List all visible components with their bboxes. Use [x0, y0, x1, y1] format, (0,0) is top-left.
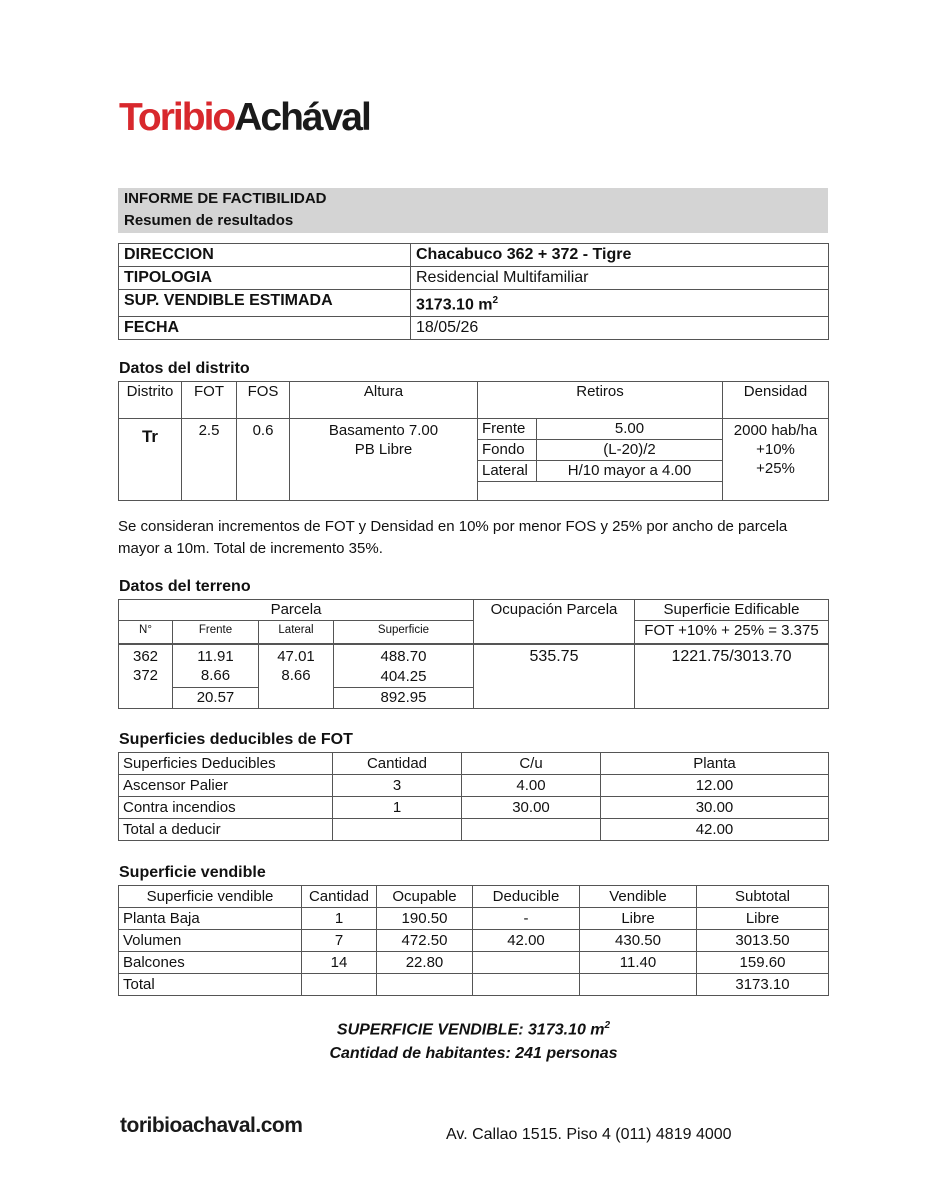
deductible-row [119, 775, 829, 797]
deductible-header-row [119, 753, 829, 775]
cell [473, 952, 580, 974]
frente-cell [173, 644, 259, 688]
summary-label: TIPOLOGIA [119, 267, 411, 290]
deductible-table [118, 752, 829, 841]
sellable-row [119, 952, 829, 974]
header-cell: Superficies Deducibles [119, 753, 333, 775]
header-cell: FOT [182, 382, 237, 419]
terrain-header-row [119, 600, 829, 621]
ocupacion-value: 535.75 [474, 644, 635, 709]
footer-address: Av. Callao 1515. Piso 4 (011) 4819 4000 [446, 1126, 732, 1143]
deductible-section-title: Superficies deducibles de FOT [119, 731, 353, 748]
superficie-total: SUPERFICIE VENDIBLE: 3173.10 m [336, 1021, 605, 1039]
deductible-total-row [119, 819, 829, 841]
report-subtitle: Resumen de resultados [124, 212, 294, 229]
totals-block [118, 1014, 829, 1066]
summary-value: Chacabuco 362 + 372 - Tigre [411, 244, 829, 267]
cell [473, 974, 580, 996]
subheader-cell: Lateral [259, 621, 334, 645]
altura-line: Basamento 7.00 [328, 422, 439, 439]
summary-value-cell [411, 290, 829, 317]
cell: 430.50 [580, 930, 697, 952]
cell: 1 [302, 908, 377, 930]
densidad-line: 2000 hab/ha [733, 422, 818, 439]
retiros-cell [478, 419, 723, 501]
header-cell: Deducible [473, 886, 580, 908]
densidad-line: +25% [756, 460, 795, 477]
lateral-value: 47.01 [277, 648, 315, 665]
sellable-total-row [119, 974, 829, 996]
district-section-title: Datos del distrito [119, 360, 250, 377]
terrain-table [118, 599, 829, 709]
edificable-value: 1221.75/3013.70 [635, 644, 829, 709]
header-cell: Retiros [478, 382, 723, 419]
cell: 7 [302, 930, 377, 952]
report-title: INFORME DE FACTIBILIDAD [124, 190, 327, 207]
header-cell: Planta [601, 753, 829, 775]
cell [462, 819, 601, 841]
cell: 3013.50 [697, 930, 829, 952]
cell: Ascensor Palier [119, 775, 333, 797]
header-cell: Altura [290, 382, 478, 419]
cell: Planta Baja [119, 908, 302, 930]
header-cell: Cantidad [302, 886, 377, 908]
header-cell: Subtotal [697, 886, 829, 908]
sellable-row [119, 908, 829, 930]
total-superficie: 892.95 [334, 688, 474, 709]
district-table [118, 381, 829, 501]
cell: Contra incendios [119, 797, 333, 819]
header-cell: Superficie vendible [119, 886, 302, 908]
retiro-row [478, 419, 722, 440]
cell: 159.60 [697, 952, 829, 974]
edificable-formula: FOT +10% + 25% = 3.375 [635, 621, 829, 645]
retiro-row [478, 461, 722, 482]
cell: Balcones [119, 952, 302, 974]
terrain-section-title: Datos del terreno [119, 578, 251, 595]
logo-part-2: Achával [234, 96, 370, 139]
distrito-value: Tr [119, 419, 182, 501]
cell: 1 [333, 797, 462, 819]
altura-line: PB Libre [354, 441, 413, 458]
header-cell: Ocupable [377, 886, 473, 908]
subheader-cell: Superficie [334, 621, 474, 645]
cell [302, 974, 377, 996]
footer-website: toribioachaval.com [120, 1114, 303, 1137]
summary-value: 3173.10 m [416, 296, 493, 314]
superficie-value: 488.70 [334, 644, 474, 667]
cell: Total a deducir [119, 819, 333, 841]
cell [333, 819, 462, 841]
fot-value: 2.5 [182, 419, 237, 501]
deductible-row [119, 797, 829, 819]
cell: Total [119, 974, 302, 996]
cell [580, 974, 697, 996]
summary-row [119, 244, 829, 267]
densidad-line: +10% [756, 441, 795, 458]
cell: 4.00 [462, 775, 601, 797]
fos-value: 0.6 [237, 419, 290, 501]
sellable-row [119, 930, 829, 952]
header-cell: FOS [237, 382, 290, 419]
header-cell: Vendible [580, 886, 697, 908]
unit-superscript: 2 [492, 295, 499, 306]
cell: 14 [302, 952, 377, 974]
parcel-number: 362 [132, 648, 159, 665]
frente-value: 8.66 [200, 667, 231, 684]
retiro-label: Lateral [478, 461, 537, 482]
cell: 472.50 [377, 930, 473, 952]
retiro-row [478, 440, 722, 461]
cell: Libre [580, 908, 697, 930]
cell: 12.00 [601, 775, 829, 797]
summary-label: FECHA [119, 317, 411, 340]
summary-table [118, 243, 829, 340]
summary-row [119, 317, 829, 340]
sellable-section-title: Superficie vendible [119, 864, 266, 881]
header-cell: C/u [462, 753, 601, 775]
header-cell: Densidad [723, 382, 829, 419]
summary-value: Residencial Multifamiliar [411, 267, 829, 290]
cell: Volumen [119, 930, 302, 952]
cell: 3 [333, 775, 462, 797]
terrain-data-row [119, 644, 829, 667]
retiro-label: Frente [478, 419, 537, 440]
frente-value: 11.91 [197, 648, 234, 665]
habitantes-total: Cantidad de habitantes: 241 personas [329, 1045, 618, 1063]
cell: 22.80 [377, 952, 473, 974]
unit-superscript: 2 [604, 1020, 611, 1031]
cell: 190.50 [377, 908, 473, 930]
retiro-value: 5.00 [537, 419, 723, 440]
summary-label: DIRECCION [119, 244, 411, 267]
densidad-cell [723, 419, 829, 501]
sellable-table [118, 885, 829, 996]
altura-cell [290, 419, 478, 501]
parcel-numbers-cell [119, 644, 173, 709]
district-data-row [119, 419, 829, 501]
cell: 30.00 [462, 797, 601, 819]
summary-row [119, 267, 829, 290]
edificable-header: Superficie Edificable [635, 600, 829, 621]
cell [377, 974, 473, 996]
superficie-value: 404.25 [334, 667, 474, 688]
cell: 42.00 [601, 819, 829, 841]
header-cell: Distrito [119, 382, 182, 419]
parcel-number: 372 [132, 667, 159, 684]
superficie-total-line [118, 1014, 829, 1042]
lateral-value: 8.66 [281, 667, 311, 684]
increment-note: Se consideran incrementos de FOT y Densidad en 10% por menor FOS y 25% por ancho de parcela mayor a 10m. Total de incremento 35%. [118, 518, 788, 557]
cell: - [473, 908, 580, 930]
subheader-cell: N° [119, 621, 173, 645]
district-header-row [119, 382, 829, 419]
header-cell: Cantidad [333, 753, 462, 775]
report-header [118, 188, 828, 233]
retiros-table [478, 419, 722, 482]
logo-part-1: Toribio [119, 96, 235, 139]
summary-row [119, 290, 829, 317]
lateral-cell [259, 644, 334, 709]
summary-value: 18/05/26 [411, 317, 829, 340]
cell: Libre [697, 908, 829, 930]
parcela-header: Parcela [119, 600, 474, 621]
retiro-value: H/10 mayor a 4.00 [537, 461, 723, 482]
cell: 11.40 [580, 952, 697, 974]
total-frente: 20.57 [173, 688, 259, 709]
sellable-header-row [119, 886, 829, 908]
retiro-label: Fondo [478, 440, 537, 461]
company-logo [119, 96, 370, 140]
subheader-cell: Frente [173, 621, 259, 645]
retiro-value: (L-20)/2 [537, 440, 723, 461]
cell: 3173.10 [697, 974, 829, 996]
summary-label: SUP. VENDIBLE ESTIMADA [119, 290, 411, 317]
cell: 30.00 [601, 797, 829, 819]
cell: 42.00 [473, 930, 580, 952]
ocupacion-header: Ocupación Parcela [474, 600, 635, 645]
